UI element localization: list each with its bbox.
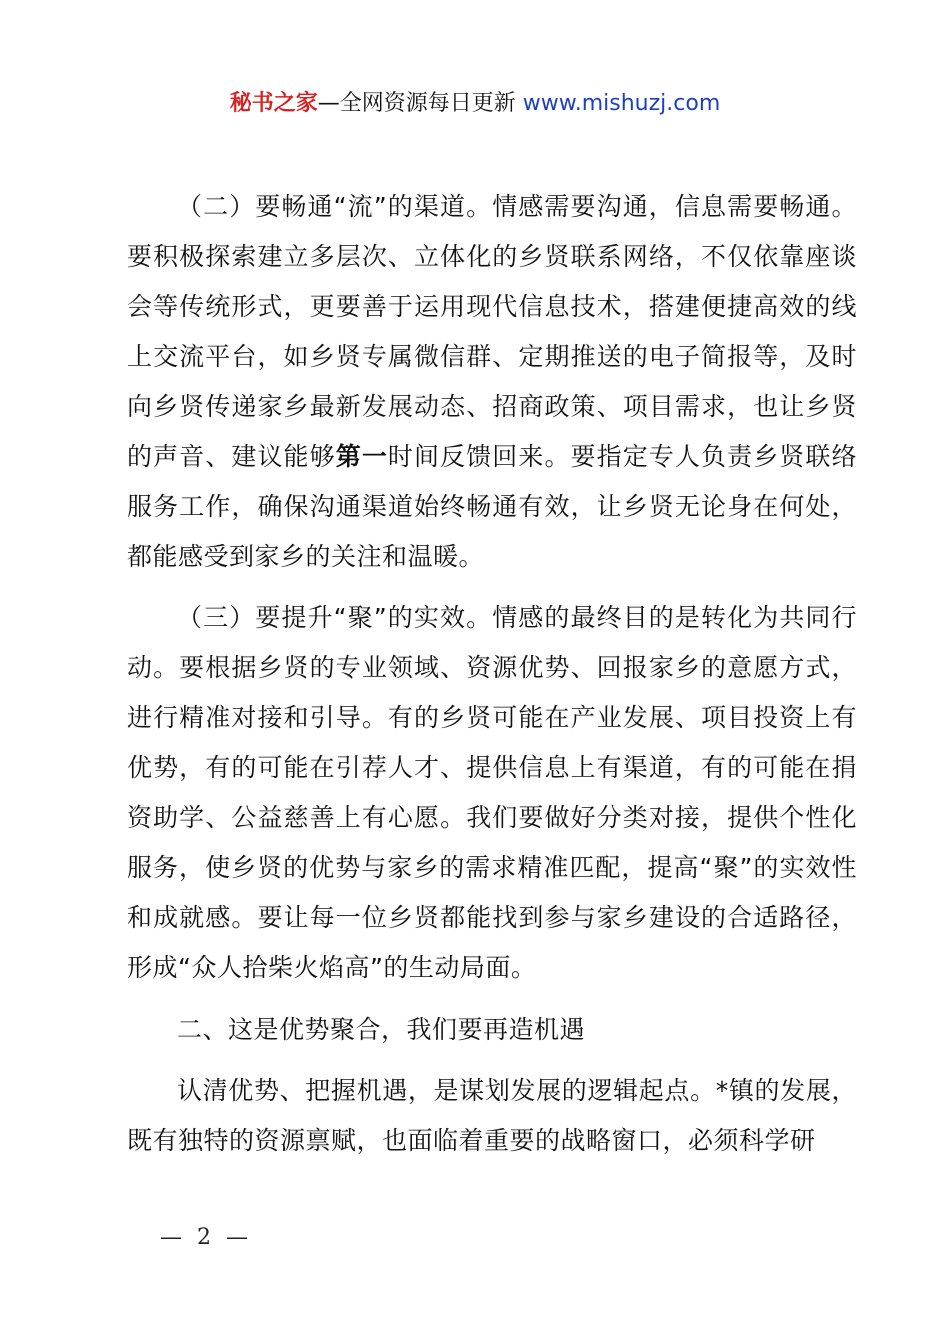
header-tagline: —全网资源每日更新 [317, 91, 516, 116]
paragraph-text-continued: 时间反馈回来。要指定专人负责乡贤联络服务工作，确保沟通渠道始终畅通有效，让乡贤无论身在何处，都能感受到家乡的关注和温暖。 [127, 442, 857, 571]
paragraph-channel [127, 182, 857, 582]
paragraph-effect: （三）要提升“聚”的实效。情感的最终目的是转化为共同行动。要根据乡贤的专业领域、资源优势、回报家乡的意愿方式，进行精准对接和引导。有的乡贤可能在产业发展、项目投资上有优势，有的可能在引荐人才、提供信息上有渠道，有的可能在捐资助学、公益慈善上有心愿。我们要做好分类对接，提供个性化服务，使乡贤的优势与家乡的需求精准匹配，提高“聚”的实效性和成就感。要让每一位乡贤都能找到参与家乡建设的合适路径，形成“众人拾柴火焰高”的生动局面。 [127, 603, 857, 982]
site-url-link[interactable]: www.mishuzj.com [522, 91, 721, 116]
brand-name: 秘书之家 [229, 91, 318, 116]
bold-text: 第一 [335, 442, 388, 471]
document-body [127, 182, 857, 1166]
section-heading: 二、这是优势聚合，我们要再造机遇 [177, 1015, 586, 1044]
page-number: — 2 — [160, 1225, 252, 1250]
site-header [0, 88, 950, 120]
paragraph-opportunity: 认清优势、把握机遇，是谋划发展的逻辑起点。*镇的发展，既有独特的资源禀赋，也面临着重要的战略窗口，必须科学研 [127, 1076, 857, 1155]
paragraph-text: （二）要畅通“流”的渠道。情感需要沟通，信息需要畅通。要积极探索建立多层次、立体化的乡贤联系网络，不仅依靠座谈会等传统形式，更要善于运用现代信息技术，搭建便捷高效的线上交流平台，如乡贤专属微信群、定期推送的电子简报等，及时向乡贤传递家乡最新发展动态、招商政策、项目需求，也让乡贤的声音、建议能够 [127, 192, 857, 471]
